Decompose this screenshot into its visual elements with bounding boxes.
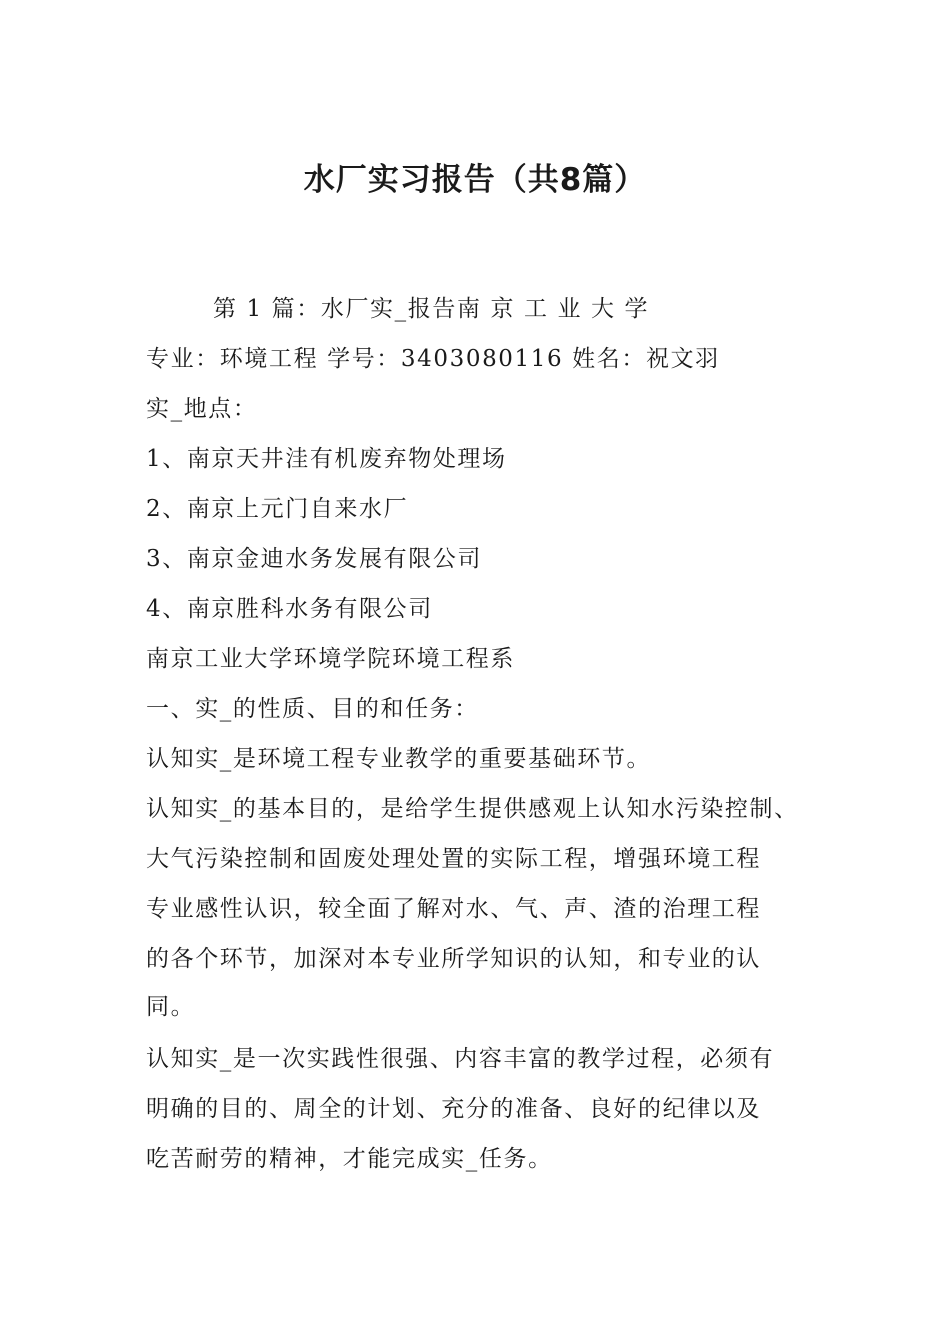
location-item-1: 1、南京天井洼有机废弃物处理场	[146, 446, 507, 472]
paragraph-line: 大气污染控制和固废处理处置的实际工程，增强环境工程	[146, 846, 761, 872]
paragraph-line: 同。	[146, 994, 196, 1020]
location-item-4: 4、南京胜科水务有限公司	[146, 596, 433, 622]
paragraph-line: 认知实_是环境工程专业教学的重要基础环节。	[146, 746, 652, 772]
location-item-3: 3、南京金迪水务发展有限公司	[146, 546, 483, 572]
paragraph-line: 专业感性认识，较全面了解对水、气、声、渣的治理工程	[146, 896, 761, 922]
paragraph-line: 吃苦耐劳的精神，才能完成实_任务。	[146, 1146, 553, 1172]
location-label-line: 实_地点：	[146, 396, 258, 422]
paragraph-line: 的各个环节，加深对本专业所学知识的认知，和专业的认	[146, 946, 761, 972]
paragraph-line: 认知实_是一次实践性很强、内容丰富的教学过程，必须有	[146, 1046, 775, 1072]
location-item-2: 2、南京上元门自来水厂	[146, 496, 409, 522]
paragraph-line: 明确的目的、周全的计划、充分的准备、良好的纪律以及	[146, 1096, 761, 1122]
department-line: 南京工业大学环境学院环境工程系	[146, 646, 515, 672]
paragraph-line: 认知实_的基本目的，是给学生提供感观上认知水污染控制、	[146, 796, 799, 822]
section-heading-line: 第 1 篇：水厂实_报告南 京 工 业 大 学	[213, 296, 650, 322]
document-title: 水厂实习报告（共8篇）	[303, 162, 647, 198]
section-one-heading: 一、实_的性质、目的和任务：	[146, 696, 479, 722]
student-info-line: 专业：环境工程 学号：3403080116 姓名：祝文羽	[146, 346, 720, 372]
